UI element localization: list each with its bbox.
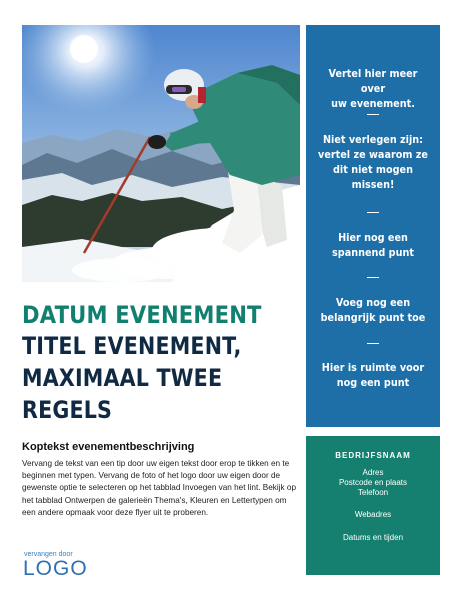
event-title-line-3: REGELS [22, 396, 113, 424]
contact-dates: Datums en tijden [342, 533, 404, 542]
contact-address: Adres [362, 468, 384, 477]
skier-photo [22, 25, 300, 282]
contact-postal-city: Postcode en plaats [338, 478, 408, 487]
highlight-point-1: Vertel hier meer over uw evenement. [328, 68, 418, 110]
company-name: BEDRIJFSNAAM [335, 451, 411, 460]
description-body: Vervang de tekst van een tip door uw eigen tekst door erop te tikken en te beginnen met typen. Vervang de foto of het logo door uw eigen door de gewenste optie te selecteren op het tabblad Invoegen van het lint. Bekijk op het tabblad Ontwerpen de galerieën Thema's, Kleuren en Lettertypen om een andere opmaak voor deze flyer uit te proberen. [22, 459, 297, 517]
contact-web: Webadres [354, 510, 392, 519]
contact-phone: Telefoon [357, 488, 389, 497]
logo: LOGO [23, 557, 88, 580]
divider [367, 343, 379, 344]
skier-photo-illustration [22, 25, 300, 282]
event-title-line-2: MAXIMAAL TWEE [22, 364, 223, 392]
highlight-point-5: Hier is ruimte voor nog een punt [321, 362, 425, 389]
event-title-line-1: TITEL EVENEMENT, [22, 332, 242, 360]
highlights-panel [306, 25, 440, 427]
highlight-point-3: Hier nog een spannend punt [332, 232, 414, 259]
highlight-point-2: Niet verlegen zijn: vertel ze waarom ze dit niet mogen missen! [318, 134, 428, 191]
description-heading: Koptekst evenementbeschrijving [22, 441, 195, 453]
divider [367, 114, 379, 115]
event-headline [22, 300, 302, 426]
divider [367, 277, 379, 278]
highlight-point-4: Voeg nog een belangrijk punt toe [320, 297, 426, 324]
event-date: DATUM EVENEMENT [22, 301, 262, 329]
contact-panel [306, 436, 440, 575]
logo-caption: vervangen door [24, 551, 73, 558]
divider [367, 212, 379, 213]
